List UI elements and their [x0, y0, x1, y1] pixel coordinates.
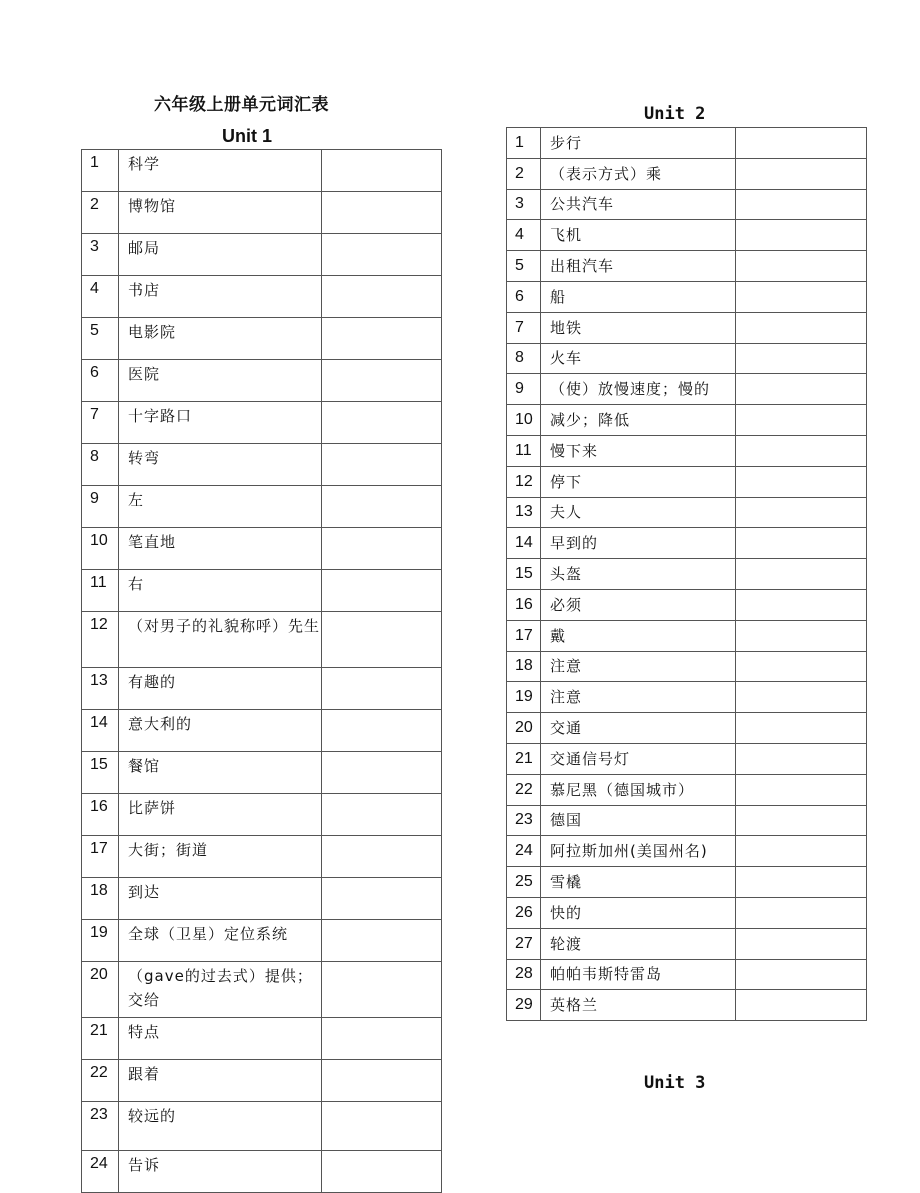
table-row [507, 743, 867, 774]
vocab-word: 比萨饼 [119, 794, 322, 836]
table-row [507, 990, 867, 1021]
table-row [82, 752, 442, 794]
row-number: 6 [507, 281, 541, 312]
document-title: 六年级上册单元词汇表 [154, 95, 329, 115]
vocab-word: （对男子的礼貌称呼）先生 [119, 612, 322, 668]
row-number: 2 [507, 158, 541, 189]
answer-blank[interactable] [736, 158, 867, 189]
table-row [507, 343, 867, 374]
row-number: 5 [507, 251, 541, 282]
table-row [82, 612, 442, 668]
vocab-word: 火车 [541, 343, 736, 374]
answer-blank[interactable] [736, 405, 867, 436]
table-row [507, 682, 867, 713]
vocab-word: 阿拉斯加州(美国州名) [541, 836, 736, 867]
row-number: 18 [507, 651, 541, 682]
answer-blank[interactable] [322, 318, 442, 360]
table-row [82, 1102, 442, 1151]
table-row [82, 1151, 442, 1193]
row-number: 9 [82, 486, 119, 528]
answer-blank[interactable] [736, 189, 867, 220]
answer-blank[interactable] [322, 1018, 442, 1060]
answer-blank[interactable] [736, 435, 867, 466]
row-number: 26 [507, 897, 541, 928]
table-row [82, 794, 442, 836]
answer-blank[interactable] [736, 128, 867, 159]
table-row [507, 128, 867, 159]
table-row [82, 234, 442, 276]
row-number: 22 [507, 774, 541, 805]
table-row [82, 962, 442, 1018]
row-number: 16 [82, 794, 119, 836]
vocab-word: 减少；降低 [541, 405, 736, 436]
vocab-word: 意大利的 [119, 710, 322, 752]
answer-blank[interactable] [322, 668, 442, 710]
table-row [507, 897, 867, 928]
row-number: 27 [507, 928, 541, 959]
vocab-word: 轮渡 [541, 928, 736, 959]
vocab-word: 注意 [541, 682, 736, 713]
table-row [507, 589, 867, 620]
row-number: 5 [82, 318, 119, 360]
answer-blank[interactable] [736, 867, 867, 898]
table-row [507, 405, 867, 436]
vocab-word: 交通信号灯 [541, 743, 736, 774]
row-number: 8 [507, 343, 541, 374]
vocab-word: 飞机 [541, 220, 736, 251]
table-row [507, 220, 867, 251]
vocab-word: 告诉 [119, 1151, 322, 1193]
answer-blank[interactable] [322, 234, 442, 276]
answer-blank[interactable] [322, 1102, 442, 1151]
table-row [82, 1018, 442, 1060]
vocab-word: 船 [541, 281, 736, 312]
row-number: 7 [82, 402, 119, 444]
table-row [507, 713, 867, 744]
vocab-word: 英格兰 [541, 990, 736, 1021]
row-number: 11 [507, 435, 541, 466]
vocab-word: 较远的 [119, 1102, 322, 1151]
answer-blank[interactable] [736, 281, 867, 312]
answer-blank[interactable] [322, 192, 442, 234]
answer-blank[interactable] [736, 805, 867, 836]
answer-blank[interactable] [322, 878, 442, 920]
vocab-word: 公共汽车 [541, 189, 736, 220]
answer-blank[interactable] [736, 774, 867, 805]
vocab-word: 快的 [541, 897, 736, 928]
answer-blank[interactable] [322, 1060, 442, 1102]
answer-blank[interactable] [736, 959, 867, 990]
row-number: 13 [507, 497, 541, 528]
answer-blank[interactable] [736, 559, 867, 590]
answer-blank[interactable] [322, 710, 442, 752]
answer-blank[interactable] [736, 312, 867, 343]
row-number: 20 [507, 713, 541, 744]
vocab-word: 跟着 [119, 1060, 322, 1102]
answer-blank[interactable] [736, 251, 867, 282]
table-row [82, 920, 442, 962]
vocab-word: 头盔 [541, 559, 736, 590]
row-number: 28 [507, 959, 541, 990]
vocab-word: 交通 [541, 713, 736, 744]
vocab-word: 必须 [541, 589, 736, 620]
answer-blank[interactable] [322, 402, 442, 444]
answer-blank[interactable] [322, 612, 442, 668]
row-number: 15 [82, 752, 119, 794]
answer-blank[interactable] [322, 962, 442, 1018]
vocab-word: （gave的过去式）提供；交给 [119, 962, 322, 1018]
table-row [507, 928, 867, 959]
vocab-word: 大街；街道 [119, 836, 322, 878]
unit2-vocab-table [506, 127, 867, 1021]
row-number: 22 [82, 1060, 119, 1102]
vocab-word: （表示方式）乘 [541, 158, 736, 189]
table-row [82, 486, 442, 528]
table-row [507, 528, 867, 559]
vocab-word: 博物馆 [119, 192, 322, 234]
table-row [507, 435, 867, 466]
row-number: 9 [507, 374, 541, 405]
row-number: 16 [507, 589, 541, 620]
unit1-vocab-table [81, 149, 442, 1193]
vocab-word: 邮局 [119, 234, 322, 276]
table-row [507, 836, 867, 867]
table-row [82, 836, 442, 878]
table-row [82, 710, 442, 752]
answer-blank[interactable] [322, 836, 442, 878]
answer-blank[interactable] [736, 743, 867, 774]
row-number: 21 [82, 1018, 119, 1060]
vocab-word: 餐馆 [119, 752, 322, 794]
answer-blank[interactable] [322, 276, 442, 318]
unit1-heading: Unit 1 [222, 126, 273, 146]
table-row [507, 497, 867, 528]
vocab-word: 夫人 [541, 497, 736, 528]
table-row [507, 189, 867, 220]
answer-blank[interactable] [736, 682, 867, 713]
vocab-word: 德国 [541, 805, 736, 836]
table-row [82, 570, 442, 612]
row-number: 24 [507, 836, 541, 867]
row-number: 14 [507, 528, 541, 559]
row-number: 17 [82, 836, 119, 878]
answer-blank[interactable] [322, 920, 442, 962]
table-row [507, 959, 867, 990]
answer-blank[interactable] [736, 990, 867, 1021]
table-row [82, 276, 442, 318]
row-number: 8 [82, 444, 119, 486]
table-row [82, 318, 442, 360]
row-number: 11 [82, 570, 119, 612]
answer-blank[interactable] [322, 1151, 442, 1193]
row-number: 1 [82, 150, 119, 192]
table-row [82, 668, 442, 710]
answer-blank[interactable] [322, 794, 442, 836]
row-number: 19 [507, 682, 541, 713]
table-row [507, 158, 867, 189]
row-number: 12 [82, 612, 119, 668]
vocab-word: 停下 [541, 466, 736, 497]
answer-blank[interactable] [736, 589, 867, 620]
answer-blank[interactable] [322, 486, 442, 528]
table-row [82, 528, 442, 570]
vocab-word: 右 [119, 570, 322, 612]
answer-blank[interactable] [736, 836, 867, 867]
row-number: 24 [82, 1151, 119, 1193]
answer-blank[interactable] [736, 928, 867, 959]
table-row [507, 620, 867, 651]
row-number: 7 [507, 312, 541, 343]
unit2-heading: Unit 2 [644, 104, 706, 124]
answer-blank[interactable] [322, 528, 442, 570]
row-number: 13 [82, 668, 119, 710]
row-number: 21 [507, 743, 541, 774]
vocab-word: 步行 [541, 128, 736, 159]
answer-blank[interactable] [736, 343, 867, 374]
row-number: 14 [82, 710, 119, 752]
vocab-word: 科学 [119, 150, 322, 192]
row-number: 10 [507, 405, 541, 436]
vocab-word: 慕尼黑（德国城市） [541, 774, 736, 805]
vocab-word: 电影院 [119, 318, 322, 360]
answer-blank[interactable] [322, 444, 442, 486]
vocab-word: 地铁 [541, 312, 736, 343]
vocab-word: 有趣的 [119, 668, 322, 710]
row-number: 17 [507, 620, 541, 651]
row-number: 29 [507, 990, 541, 1021]
vocab-word: 转弯 [119, 444, 322, 486]
table-row [82, 192, 442, 234]
vocab-word: 特点 [119, 1018, 322, 1060]
vocab-word: 十字路口 [119, 402, 322, 444]
vocab-word: 医院 [119, 360, 322, 402]
vocab-word: 到达 [119, 878, 322, 920]
vocab-word: 帕帕韦斯特雷岛 [541, 959, 736, 990]
table-row [82, 150, 442, 192]
vocab-word: 注意 [541, 651, 736, 682]
vocab-word: 出租汽车 [541, 251, 736, 282]
row-number: 18 [82, 878, 119, 920]
answer-blank[interactable] [322, 752, 442, 794]
answer-blank[interactable] [736, 374, 867, 405]
answer-blank[interactable] [736, 620, 867, 651]
answer-blank[interactable] [736, 466, 867, 497]
answer-blank[interactable] [322, 570, 442, 612]
row-number: 4 [507, 220, 541, 251]
row-number: 25 [507, 867, 541, 898]
answer-blank[interactable] [736, 528, 867, 559]
vocab-word: 左 [119, 486, 322, 528]
row-number: 10 [82, 528, 119, 570]
row-number: 19 [82, 920, 119, 962]
row-number: 23 [82, 1102, 119, 1151]
vocab-word: 全球（卫星）定位系统 [119, 920, 322, 962]
table-row [507, 466, 867, 497]
row-number: 4 [82, 276, 119, 318]
row-number: 23 [507, 805, 541, 836]
table-row [82, 1060, 442, 1102]
answer-blank[interactable] [736, 497, 867, 528]
table-row [507, 374, 867, 405]
vocab-word: 慢下来 [541, 435, 736, 466]
table-row [82, 444, 442, 486]
row-number: 3 [507, 189, 541, 220]
table-row [82, 402, 442, 444]
table-row [82, 360, 442, 402]
answer-blank[interactable] [322, 150, 442, 192]
answer-blank[interactable] [736, 651, 867, 682]
table-row [507, 774, 867, 805]
table-row [507, 651, 867, 682]
table-row [82, 878, 442, 920]
row-number: 15 [507, 559, 541, 590]
vocab-word: 戴 [541, 620, 736, 651]
answer-blank[interactable] [736, 897, 867, 928]
vocab-word: 笔直地 [119, 528, 322, 570]
table-row [507, 867, 867, 898]
vocab-word: 书店 [119, 276, 322, 318]
row-number: 20 [82, 962, 119, 1018]
table-row [507, 281, 867, 312]
row-number: 3 [82, 234, 119, 276]
answer-blank[interactable] [736, 713, 867, 744]
row-number: 1 [507, 128, 541, 159]
table-row [507, 805, 867, 836]
vocab-word: 雪橇 [541, 867, 736, 898]
row-number: 12 [507, 466, 541, 497]
table-row [507, 559, 867, 590]
answer-blank[interactable] [322, 360, 442, 402]
vocab-word: 早到的 [541, 528, 736, 559]
row-number: 2 [82, 192, 119, 234]
unit3-heading: Unit 3 [644, 1073, 706, 1093]
row-number: 6 [82, 360, 119, 402]
answer-blank[interactable] [736, 220, 867, 251]
table-row [507, 312, 867, 343]
table-row [507, 251, 867, 282]
vocab-word: （使）放慢速度；慢的 [541, 374, 736, 405]
